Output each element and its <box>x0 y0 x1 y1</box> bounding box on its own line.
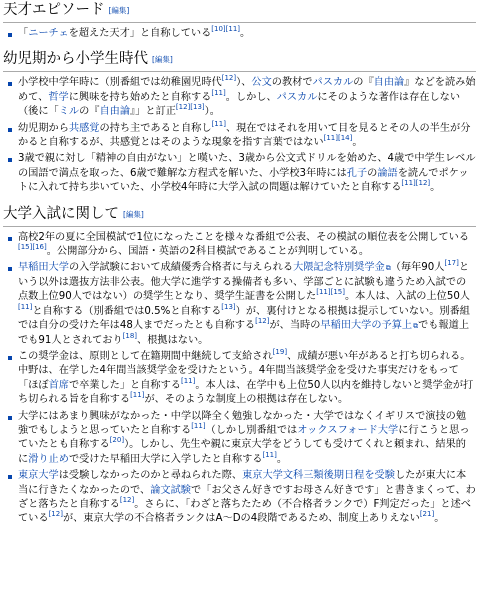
citation-link[interactable]: [12][13] <box>175 103 205 112</box>
body-text: の <box>367 167 378 179</box>
body-text: 大学にはあまり興味がなかった・中学以降全く勉強しなかった・大学ではなくイギリスで演技の勉強でもしようと思っていたと自称する <box>18 410 467 436</box>
citation-link[interactable]: [11][15] <box>316 288 345 297</box>
citation-link[interactable]: [17] <box>444 259 459 268</box>
citation-link[interactable]: [11] <box>181 376 196 385</box>
section-title: 幼児期から小学生時代 <box>3 51 148 68</box>
body-text: の教材で <box>271 77 313 89</box>
wiki-link[interactable]: 滑り止め <box>28 453 69 465</box>
wiki-link[interactable]: 東京大学文科三類後期日程を受験 <box>242 470 395 482</box>
wiki-link[interactable]: パスカル <box>276 91 318 103</box>
list-item <box>18 231 476 260</box>
body-text: 小学校中学年時に（別番組では幼稚園児時代 <box>18 77 222 89</box>
list-item <box>18 152 476 195</box>
wiki-link[interactable]: 自由論 <box>373 77 405 89</box>
list-item <box>18 27 476 41</box>
body-text: に行こうと思っていたとも自称する <box>18 424 470 451</box>
body-text: 。 <box>430 182 441 194</box>
section-list <box>3 231 476 527</box>
citation-link[interactable]: [12] <box>255 317 270 326</box>
body-text: で卒業した」と自称する <box>68 379 181 391</box>
body-text: でも報道上でも91人とされており <box>18 320 470 346</box>
wiki-link[interactable]: 哲学 <box>48 91 69 103</box>
article-content <box>3 0 476 527</box>
citation-link[interactable]: [12] <box>119 495 135 504</box>
citation-link[interactable]: [15][16] <box>18 243 47 252</box>
section-heading <box>3 0 476 23</box>
section-heading <box>3 49 476 72</box>
wiki-link[interactable]: 共感覚 <box>68 122 100 134</box>
body-text: に興味を持ち始めたと自称する <box>68 91 212 103</box>
body-text: 。 <box>240 28 251 39</box>
wiki-link[interactable]: オックスフォード大学 <box>297 424 399 436</box>
body-text: この奨学金は、原則として在籍期間中継続して支給され <box>18 350 273 362</box>
citation-link[interactable]: [12] <box>48 510 63 519</box>
wiki-link[interactable]: 自由論 <box>99 106 131 118</box>
citation-link[interactable]: [11] <box>191 421 206 430</box>
citation-link[interactable]: [11] <box>262 450 277 459</box>
list-item <box>18 347 476 408</box>
body-text: にそのような著作は存在しない（後に「 <box>18 91 461 118</box>
citation-link[interactable]: [11][14] <box>323 134 353 143</box>
wiki-link[interactable]: 首席 <box>48 379 69 391</box>
body-text: 。本人は、在学中も上位50人以内を維持しないと奨学金が打ち切られる旨を自称する <box>18 379 474 406</box>
body-text: で受けた早稲田大学に入学したと自称する <box>68 453 263 465</box>
body-text: を読んでポケットに入れて持ち歩いていた、小学校4年時に大学入試の問題は解けていたと自称する <box>18 167 469 194</box>
body-text: 。 <box>352 137 363 149</box>
citation-link[interactable]: [11] <box>211 88 226 97</box>
wiki-link[interactable]: パスカル <box>312 77 354 89</box>
wiki-link[interactable]: ミル <box>58 106 80 118</box>
body-text: ）。 <box>204 106 220 118</box>
external-link[interactable]: 大隈記念特別奨学金 ⧉ <box>293 262 391 273</box>
section-list <box>3 76 476 195</box>
body-text: 3歳で親に対し「精神の自由がない」と嘆いた、3歳から公文式ドリルを始めた、4歳で中学生レベルの国語で満点を取った、6歳で難解な方程式を解いた、小学校3年時には <box>18 153 476 179</box>
citation-link[interactable]: [13] <box>221 302 236 311</box>
edit-link[interactable]: [編集] <box>152 55 173 65</box>
body-text: で「お父さん好きですお母さん好きです」と書きまくって、わざと落ちたと自称する <box>18 484 476 510</box>
list-item <box>18 261 476 347</box>
wiki-link[interactable]: 早稲田大学 <box>18 262 69 274</box>
body-text: 。さらに、「わざと落ちたため（不合格者ランクで）F判定だった」と述べている <box>18 498 471 525</box>
body-text: 。 <box>434 513 445 525</box>
body-text: という以外は選抜方法非公表。他大学に進学する操備者も多い、学部ごとに試験も違うため入試での点数上位90人ではない）の奨学生となり、奨学生証書を公開した <box>18 262 470 303</box>
body-text: したが東大に本当に行きたくなかったので、 <box>18 470 467 496</box>
section-list <box>3 27 476 41</box>
external-link[interactable]: 早稲田大学の予算上 ⧉ <box>320 320 418 331</box>
body-text: ）が、裏付けとなる根拠は提示していない。別番組では自分の受けた年は48人までだったとも自称する <box>18 305 470 332</box>
citation-link[interactable]: [19] <box>272 347 288 356</box>
list-item <box>18 410 476 468</box>
body-text: ）。しかし、先生や親に東京大学をどうしても受けてくれと頼まれ、結果的に <box>18 439 466 465</box>
section-heading <box>3 204 476 227</box>
body-text: 。しかし、 <box>225 91 277 103</box>
list-item <box>18 469 476 527</box>
citation-link[interactable]: [11] <box>130 391 145 400</box>
body-text: の入学試験において成績優秀合格者に与えられる <box>68 262 294 274</box>
citation-link[interactable]: [20] <box>109 436 125 445</box>
body-text: 「 <box>18 28 29 39</box>
wiki-link[interactable]: 公文 <box>251 77 272 89</box>
body-text: の『 <box>79 106 100 118</box>
list-item <box>18 76 476 119</box>
citation-link[interactable]: [11][12] <box>401 179 431 188</box>
body-text: （しかし別番組では <box>205 424 298 436</box>
body-text: の持ち主であると自称し <box>99 122 212 134</box>
body-text: 』などを読み始めて、 <box>18 77 476 103</box>
body-text: （毎年90人 <box>390 262 445 274</box>
wiki-link[interactable]: 論文試験 <box>150 484 191 496</box>
body-text: 、根拠はない。 <box>137 334 209 346</box>
body-text: は受験しなかったのかと尋ねられた際、 <box>58 470 243 482</box>
list-item <box>18 119 476 151</box>
body-text: 。 <box>276 453 288 465</box>
body-text: 幼児期から <box>18 122 69 134</box>
section-title: 天才エピソード <box>3 2 105 18</box>
section-title: 大学入試に関して <box>3 205 119 222</box>
body-text: 高校2年の夏に全国模試で1位になったことを様々な番組で公表、その模試の順位表を公開している <box>18 231 470 243</box>
citation-link[interactable]: [21] <box>419 510 435 519</box>
citation-link[interactable]: [11] <box>211 119 226 128</box>
edit-link[interactable]: [編集] <box>123 209 144 219</box>
body-text: が、そのような制度上の根拠は存在しない。 <box>144 394 349 406</box>
body-text: の『 <box>353 77 374 89</box>
citation-link[interactable]: [10][11] <box>211 25 241 33</box>
wiki-link[interactable]: 東京大学 <box>18 470 59 482</box>
edit-link[interactable]: [編集] <box>108 6 130 15</box>
body-text: が、東京大学の不合格者ランクはA〜Dの4段階であるため、制度上ありえない <box>62 513 420 525</box>
body-text: が、当時の <box>269 320 321 332</box>
citation-link[interactable]: [11] <box>18 302 33 311</box>
body-text: 、現在ではそれを用いて目を見るとその人の半生が分かると自称するが、共感覚とはそのような現象を指す言葉ではない <box>18 122 471 149</box>
body-text: ）、 <box>236 77 252 89</box>
wiki-link[interactable]: ニーチェ <box>28 28 69 39</box>
citation-link[interactable]: [18] <box>122 331 138 340</box>
wiki-link[interactable]: 孔子 <box>346 167 368 179</box>
body-text: を超えた天才」と自称している <box>68 28 212 39</box>
body-text: 。本人は、入試の上位50人 <box>344 291 470 303</box>
wiki-link[interactable]: 論語 <box>377 167 398 179</box>
citation-link[interactable]: [12] <box>221 74 237 83</box>
body-text: と自称する（別番組では0.5%と自称する <box>32 305 222 317</box>
body-text: 、成績が悪い年があると打ち切られる。中野は、在学した4年間当該奨学金を受けたという。4年間当該奨学金を受けた事実だけをもって「ほぼ <box>18 350 471 391</box>
body-text: 。公開部分から、国語・英語の2科目模試であることが判明している。 <box>46 246 370 258</box>
body-text: 』」と訂正 <box>130 106 176 118</box>
